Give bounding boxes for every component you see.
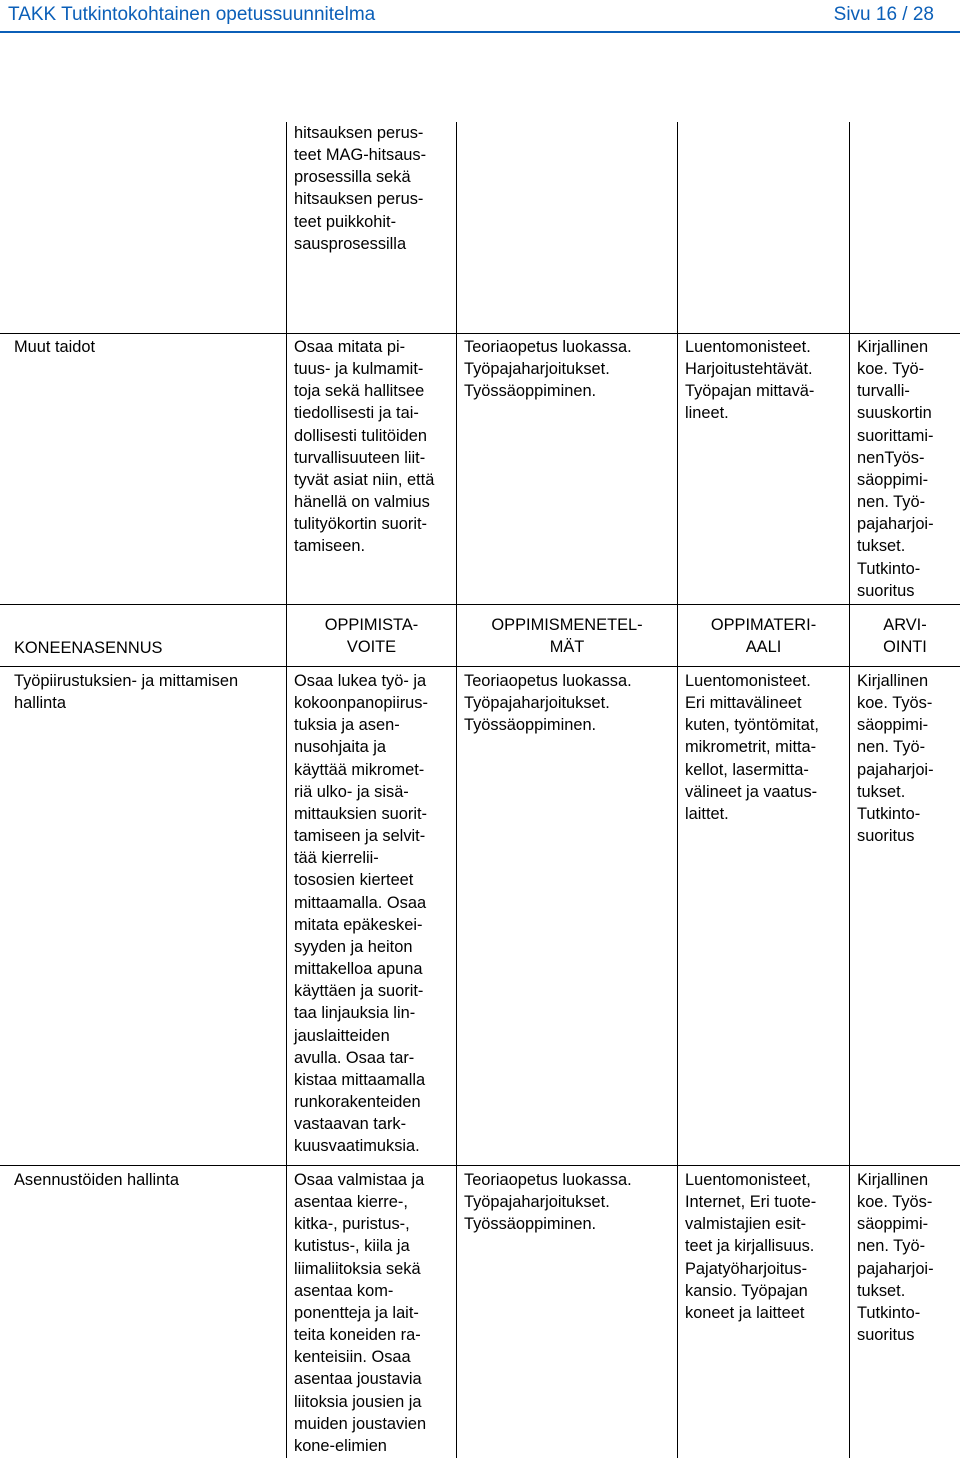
assessment-cell: Kirjallinen koe. Työ- turvalli- suuskortin suorittami- nenTyös- säoppimi- nen. Työ- pajaharjoi- tukset. Tutkinto- suoritus (857, 338, 934, 600)
section-title: KONEENASENNUS (14, 639, 163, 657)
column-header-materials: OPPIMATERI- AALI (710, 616, 817, 657)
column-divider (456, 122, 457, 1458)
method-cell: Teoriaopetus luokassa. Työpajaharjoitukset. Työssäoppiminen. (464, 1171, 632, 1234)
row-divider (0, 666, 960, 667)
objective-cell: Osaa valmistaa ja asentaa kierre-, kitka-, puristus-, kutistus-, kiila ja liimaliitoksia sekä asentaa kom- ponentteja ja lait- teita koneiden ra- kenteisiin. Osaa asentaa joustavia liitoksia jousien ja muiden joustavien kone-elimien (294, 1171, 427, 1455)
assessment-cell: Kirjallinen koe. Työs- säoppimi- nen. Työ- pajaharjoi- tukset. Tutkinto- suoritus (857, 672, 934, 846)
skill-cell: Asennustöiden hallinta (14, 1171, 179, 1189)
assessment-cell: Kirjallinen koe. Työs- säoppimi- nen. Työ- pajaharjoi- tukset. Tutkinto- suoritus (857, 1171, 934, 1345)
column-header-objectives: OPPIMISTA- VOITE (324, 616, 419, 657)
header-divider (0, 31, 960, 33)
objective-cell: Osaa mitata pi- tuus- ja kulmamit- toja sekä hallitsee tiedollisesti ja tai- dollisesti tulitöiden turvallisuuteen liit- tyvät asiat niin, että hänellä on valmius tulityökortin suorit- tamiseen. (294, 338, 435, 556)
column-header-assessment: ARVI- OINTI (883, 616, 927, 657)
page-number: Sivu 16 / 28 (833, 4, 934, 25)
skill-cell: Muut taidot (14, 338, 96, 356)
objective-cell: Osaa lukea työ- ja kokoonpanopiirus- tuksia ja asen- nusohjaita ja käyttää mikromet- riä ulko- ja sisä- mittauksien suorit- tamiseen ja selvit- tää kierrelii- tososien kierteet mittaamalla. Osaa mitata epäkeskei- syyden ja heiton mittakelloa apuna käyttäen ja suorit- taa linjauksia lin- jauslaitteiden avulla. Osaa tar- kistaa mittaamalla runkorakenteiden vastaavan tark- kuusvaatimuksia. (294, 672, 428, 1156)
column-divider (849, 122, 850, 1458)
row-divider (0, 1165, 960, 1166)
row-divider (0, 333, 960, 334)
row-divider (0, 604, 960, 605)
material-cell: Luentomonisteet. Eri mittavälineet kuten, työntömitat, mikrometrit, mitta- kellot, lasermitta- välineet ja vaatus- laittet. (685, 672, 819, 823)
material-cell: Luentomonisteet. Harjoitustehtävät. Työpajan mittavä- lineet. (685, 338, 815, 423)
column-divider (677, 122, 678, 1458)
page-header (0, 0, 960, 32)
method-cell: Teoriaopetus luokassa. Työpajaharjoitukset. Työssäoppiminen. (464, 338, 632, 401)
continued-objective-text: hitsauksen perus- teet MAG-hitsaus- prosessilla sekä hitsauksen perus- teet puikkohit- sausprosessilla (294, 124, 427, 253)
method-cell: Teoriaopetus luokassa. Työpajaharjoitukset. Työssäoppiminen. (464, 672, 632, 735)
column-header-methods: OPPIMISMENETEL- MÄT (491, 616, 643, 657)
column-divider (286, 122, 287, 1458)
skill-cell: Työpiirustuksien- ja mittamisen hallinta (14, 672, 239, 713)
material-cell: Luentomonisteet, Internet, Eri tuote- valmistajien esit- teet ja kirjallisuus. Pajatyöharjoitus- kansio. Työpajan koneet ja laitteet (685, 1171, 817, 1322)
document-title: TAKK Tutkintokohtainen opetussuunnitelma (8, 4, 376, 25)
